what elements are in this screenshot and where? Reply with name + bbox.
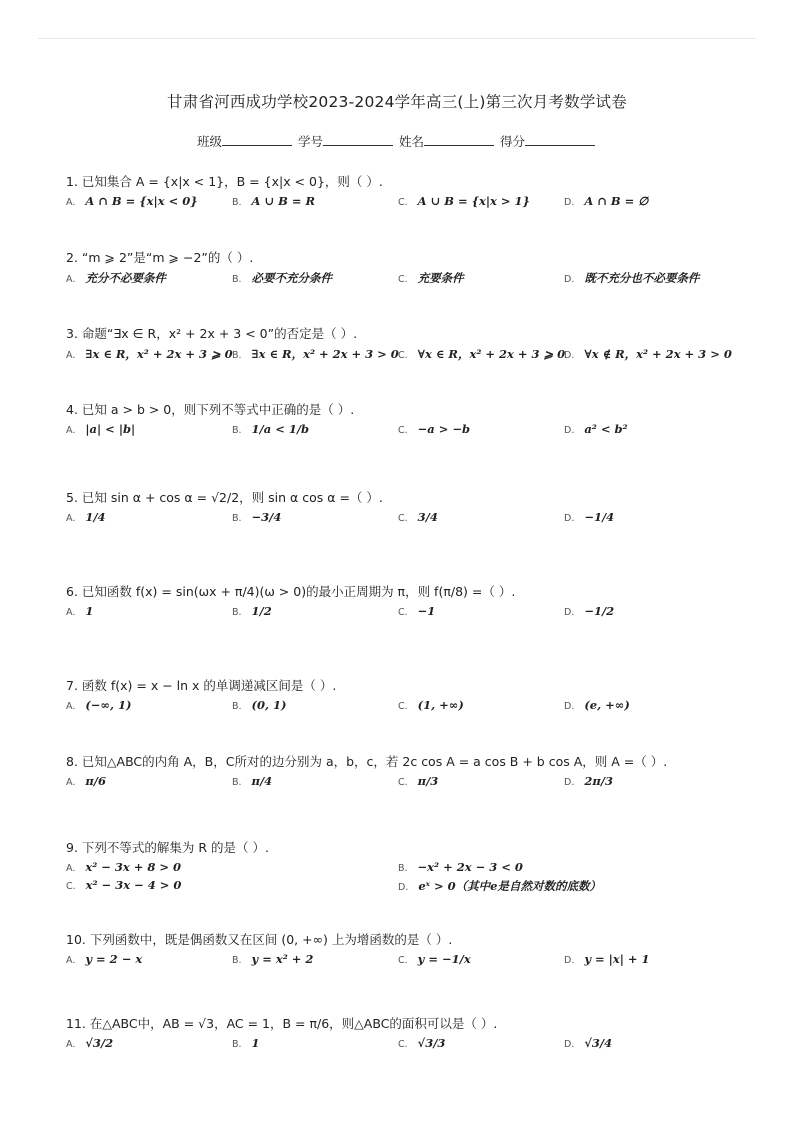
option-c[interactable]: [398, 510, 438, 524]
option-d[interactable]: [398, 878, 601, 894]
option-c[interactable]: [398, 422, 470, 436]
option-letter: B.: [398, 863, 408, 874]
option-text: 充分不必要条件: [85, 271, 166, 285]
option-a[interactable]: [66, 774, 106, 788]
question-8: [66, 752, 734, 794]
option-letter: B.: [232, 513, 242, 524]
question-stem: 2. “m ⩾ 2”是“m ⩾ −2”的（ ）.: [66, 250, 254, 265]
option-d[interactable]: [564, 774, 613, 788]
option-list: [66, 696, 734, 718]
option-letter: B.: [232, 425, 242, 436]
option-letter: B.: [232, 607, 242, 618]
option-d[interactable]: [564, 698, 630, 712]
option-b[interactable]: [232, 774, 272, 788]
option-d[interactable]: [564, 422, 628, 436]
option-letter: B.: [232, 1039, 242, 1050]
option-letter: A.: [66, 513, 76, 524]
option-letter: B.: [232, 350, 242, 361]
option-text: −x² + 2x − 3 < 0: [417, 860, 523, 874]
page-title: 甘肃省河西成功学校2023-2024学年高三(上)第三次月考数学试卷: [167, 93, 627, 111]
option-text: π/6: [85, 774, 106, 788]
option-a[interactable]: [66, 510, 106, 524]
page-top-rule: [38, 38, 756, 39]
question-stem: 9. 下列不等式的解集为 R 的是（ ）.: [66, 840, 269, 855]
option-text: A ∩ B = {x|x < 0}: [85, 194, 198, 208]
class-label: 班级: [196, 134, 222, 149]
option-letter: C.: [398, 513, 408, 524]
option-letter: B.: [232, 777, 242, 788]
option-text: (e, +∞): [584, 698, 630, 712]
option-letter: D.: [564, 513, 575, 524]
option-c[interactable]: [398, 1036, 445, 1050]
option-text: √3/2: [85, 1036, 114, 1050]
question-4: [66, 400, 734, 442]
option-text: (1, +∞): [417, 698, 464, 712]
option-list: [66, 858, 734, 898]
option-b[interactable]: [232, 346, 399, 362]
option-c[interactable]: [398, 346, 565, 362]
option-d[interactable]: [564, 1036, 612, 1050]
option-list: [66, 602, 734, 624]
score-blank[interactable]: [525, 133, 595, 146]
option-text: −a > −b: [417, 422, 471, 436]
question-stem: 4. 已知 a > b > 0，则下列不等式中正确的是（ ）.: [66, 402, 355, 417]
option-b[interactable]: [232, 604, 272, 618]
student-info-line: [0, 132, 794, 150]
option-text: 2π/3: [584, 774, 613, 788]
option-d[interactable]: [564, 194, 648, 208]
option-text: −1/2: [584, 604, 615, 618]
option-d[interactable]: [564, 604, 614, 618]
question-3: [66, 324, 734, 366]
option-c[interactable]: [398, 952, 471, 966]
option-a[interactable]: [66, 1036, 113, 1050]
name-blank[interactable]: [424, 133, 494, 146]
option-list: [66, 950, 734, 972]
option-letter: A.: [66, 1039, 76, 1050]
option-letter: A.: [66, 350, 76, 361]
score-label: 得分: [499, 134, 525, 149]
option-text: 1/a < 1/b: [251, 422, 310, 436]
option-a[interactable]: [66, 346, 233, 362]
option-letter: B.: [232, 197, 242, 208]
option-text: 必要不充分条件: [251, 271, 333, 285]
option-letter: A.: [66, 955, 76, 966]
option-c[interactable]: [398, 194, 530, 208]
option-letter: C.: [398, 425, 408, 436]
option-letter: D.: [564, 1039, 575, 1050]
option-d[interactable]: [564, 346, 732, 362]
option-b[interactable]: [232, 1036, 260, 1050]
option-letter: C.: [398, 701, 408, 712]
option-text: ∃x ∈ R，x² + 2x + 3 ⩾ 0: [85, 347, 233, 361]
option-a[interactable]: [66, 860, 181, 874]
option-a[interactable]: [66, 194, 198, 208]
option-a[interactable]: [66, 270, 166, 286]
option-text: (−∞, 1): [85, 698, 132, 712]
option-list: [66, 344, 734, 366]
option-letter: D.: [398, 882, 409, 893]
option-text: 3/4: [417, 510, 438, 524]
option-c[interactable]: [398, 698, 464, 712]
option-c[interactable]: [398, 774, 438, 788]
option-letter: D.: [564, 777, 575, 788]
option-letter: A.: [66, 777, 76, 788]
option-text: 既不充分也不必要条件: [584, 271, 700, 285]
option-c[interactable]: [398, 604, 435, 618]
option-text: −3/4: [251, 510, 282, 524]
option-text: 充要条件: [417, 271, 464, 285]
option-b[interactable]: [232, 510, 281, 524]
option-text: A ∪ B = {x|x > 1}: [417, 194, 530, 208]
option-letter: D.: [564, 701, 575, 712]
option-text: −1: [417, 604, 436, 618]
option-text: x² − 3x − 4 > 0: [85, 878, 182, 892]
option-text: x² − 3x + 8 > 0: [85, 860, 182, 874]
option-text: y = |x| + 1: [584, 952, 650, 966]
option-letter: D.: [564, 274, 575, 285]
option-list: [66, 772, 734, 794]
option-b[interactable]: [232, 422, 309, 436]
option-letter: C.: [398, 955, 408, 966]
option-text: y = −1/x: [417, 952, 471, 966]
option-text: ∀x ∈ R，x² + 2x + 3 ⩾ 0: [417, 347, 566, 361]
option-letter: C.: [66, 881, 76, 892]
student-id-label: 学号: [297, 134, 323, 149]
question-11: [66, 1014, 734, 1056]
option-d[interactable]: [564, 952, 650, 966]
question-stem: 6. 已知函数 f(x) = sin(ωx + π/4)(ω > 0)的最小正周期为 π，则 f(π/8) =（ ）.: [66, 584, 516, 599]
option-letter: D.: [564, 350, 575, 361]
option-letter: C.: [398, 607, 408, 618]
option-letter: B.: [232, 701, 242, 712]
option-text: A ∩ B = ∅: [584, 194, 649, 208]
option-letter: D.: [564, 425, 575, 436]
student-id-blank[interactable]: [323, 133, 393, 146]
option-b[interactable]: [398, 860, 523, 874]
option-text: π/3: [417, 774, 439, 788]
option-b[interactable]: [232, 194, 315, 208]
option-text: A ∪ B = R: [251, 194, 316, 208]
option-letter: C.: [398, 197, 408, 208]
option-letter: C.: [398, 777, 408, 788]
option-text: √3/4: [584, 1036, 613, 1050]
option-a[interactable]: [66, 952, 142, 966]
option-letter: A.: [66, 701, 76, 712]
option-letter: A.: [66, 863, 76, 874]
option-text: 1: [251, 1036, 260, 1050]
option-b[interactable]: [232, 270, 332, 286]
question-stem: 8. 已知△ABC的内角 A，B，C所对的边分别为 a，b，c，若 2c cos A = a cos B + b cos A，则 A =（ ）.: [66, 754, 668, 769]
question-stem: 5. 已知 sin α + cos α = √2/2，则 sin α cos α =（ ）.: [66, 490, 383, 505]
option-b[interactable]: [232, 698, 286, 712]
question-stem: 1. 已知集合 A = {x|x < 1}，B = {x|x < 0}，则（ ）.: [66, 174, 383, 189]
option-text: eˣ > 0（其中e是自然对数的底数）: [418, 879, 601, 893]
option-list: [66, 420, 734, 442]
question-7: [66, 676, 734, 718]
option-letter: C.: [398, 274, 408, 285]
option-list: [66, 1034, 734, 1056]
question-2: [66, 248, 734, 290]
option-text: a² < b²: [584, 422, 628, 436]
option-letter: A.: [66, 197, 76, 208]
option-list: [66, 268, 734, 290]
question-6: [66, 582, 734, 624]
option-letter: D.: [564, 955, 575, 966]
option-c[interactable]: [66, 878, 181, 892]
question-9: [66, 838, 734, 898]
option-text: y = x² + 2: [251, 952, 314, 966]
option-c[interactable]: [398, 270, 464, 286]
option-text: (0, 1): [251, 698, 287, 712]
name-label: 姓名: [398, 134, 424, 149]
question-stem: 11. 在△ABC中，AB = √3，AC = 1，B = π/6，则△ABC的面积可以是（ ）.: [66, 1016, 498, 1031]
question-10: [66, 930, 734, 972]
option-list: [66, 508, 734, 530]
option-text: 1: [85, 604, 94, 618]
option-letter: A.: [66, 274, 76, 285]
option-text: y = 2 − x: [85, 952, 143, 966]
option-d[interactable]: [564, 510, 614, 524]
option-text: √3/3: [417, 1036, 446, 1050]
option-a[interactable]: [66, 422, 135, 436]
option-letter: A.: [66, 607, 76, 618]
option-text: 1/2: [251, 604, 272, 618]
option-letter: C.: [398, 350, 408, 361]
option-a[interactable]: [66, 604, 93, 618]
class-blank[interactable]: [222, 133, 292, 146]
option-text: π/4: [251, 774, 273, 788]
question-1: [66, 172, 734, 214]
option-letter: C.: [398, 1039, 408, 1050]
question-stem: 3. 命题“∃x ∈ R，x² + 2x + 3 < 0”的否定是（ ）.: [66, 326, 358, 341]
option-text: −1/4: [584, 510, 615, 524]
question-5: [66, 488, 734, 530]
option-letter: B.: [232, 274, 242, 285]
question-stem: 7. 函数 f(x) = x − ln x 的单调递减区间是（ ）.: [66, 678, 337, 693]
option-letter: A.: [66, 425, 76, 436]
option-text: ∃x ∈ R，x² + 2x + 3 > 0: [251, 347, 399, 361]
option-list: [66, 192, 734, 214]
option-a[interactable]: [66, 698, 131, 712]
question-stem: 10. 下列函数中，既是偶函数又在区间 (0, +∞) 上为增函数的是（ ）.: [66, 932, 453, 947]
option-letter: D.: [564, 197, 575, 208]
option-text: 1/4: [85, 510, 106, 524]
option-b[interactable]: [232, 952, 313, 966]
option-text: |a| < |b|: [85, 422, 136, 436]
option-text: ∀x ∉ R，x² + 2x + 3 > 0: [584, 347, 732, 361]
option-d[interactable]: [564, 270, 699, 286]
option-letter: D.: [564, 607, 575, 618]
option-letter: B.: [232, 955, 242, 966]
